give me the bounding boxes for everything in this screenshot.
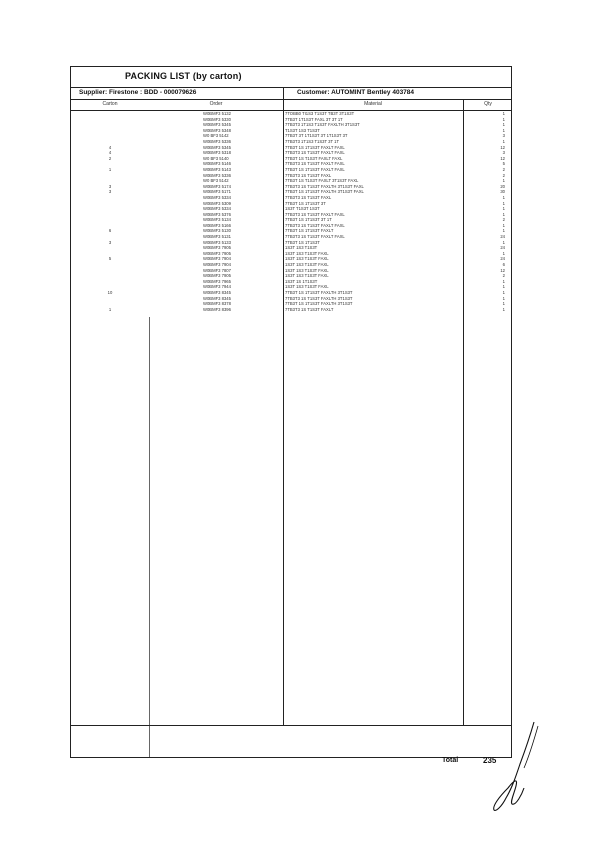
row-qty: 1 — [502, 116, 505, 122]
row-qty: 3 — [502, 150, 505, 156]
row-qty: 3 — [502, 133, 505, 139]
customer-label: Customer: AUTOMINT Bentley 403784 — [297, 89, 415, 96]
row-material: 7TOBB0 TI1S3 T1S3T TB3T 3T1S3T — [285, 111, 355, 116]
row-material: 1S3T T1S3T 1S3T — [285, 206, 320, 212]
row-order: W0BMF3 5334 — [203, 194, 231, 200]
total-value: 235 — [483, 756, 497, 765]
column-header-qty: Qty — [484, 101, 492, 107]
row-order: W0BMF3 7965 — [203, 278, 231, 284]
row-qty: 1 — [502, 278, 505, 284]
table-header — [71, 99, 511, 111]
row-order: W0BMF3 8396 — [203, 306, 231, 312]
row-order: W0BMF3 5345 — [203, 144, 231, 150]
column-header-order: Order — [209, 101, 223, 107]
row-carton: 3 — [108, 189, 112, 195]
row-carton: 1 — [108, 306, 112, 312]
row-qty: 1 — [502, 111, 505, 116]
table-body — [71, 111, 511, 312]
row-material: 7TB3T3 1S T1S3T FAXLT FAXL — [285, 150, 345, 156]
row-order: W0BMF3 7904 — [203, 256, 231, 262]
row-material: 7TB3T 1S 1T1S3T FAXLTH 3T1S3T FAXL — [285, 189, 364, 195]
row-material: 7TB3T3 1S T1S3T FAXLT FAXL — [285, 161, 345, 167]
row-qty: 6 — [502, 262, 505, 268]
row-material: 1S3T 1S3 T1S3T FAXL — [285, 273, 329, 279]
row-qty: 1 — [502, 211, 505, 217]
party-divider — [283, 87, 284, 99]
row-qty: 1 — [502, 306, 505, 312]
row-material: T1S3T 1S3 T1S3T — [285, 127, 320, 133]
row-material: 7TB3T 1S 1T1S3T 3T — [285, 200, 326, 206]
row-order: W0BMF3 5330 — [203, 116, 231, 122]
row-order: W0BMF3 5130 — [203, 228, 231, 234]
row-material: 1S3T 1S 1T1S3T — [285, 278, 318, 284]
row-order: W0BMF3 8345 — [203, 295, 231, 301]
row-material: 1S3T 1S3 T1S3T FAXL — [285, 256, 329, 262]
row-qty: 1 — [502, 295, 505, 301]
row-carton: 3 — [108, 183, 112, 189]
row-carton: 6 — [108, 228, 112, 234]
row-qty: 12 — [500, 144, 505, 150]
row-carton: 3 — [108, 239, 112, 245]
row-material: 7TB3T 1S T1S3T FAXLT 3T1S3T FAXL — [285, 178, 359, 184]
document-title: PACKING LIST (by carton) — [125, 71, 242, 81]
row-material: 7TB3T3 1S T1S3T FAXLT FAXL — [285, 222, 345, 228]
row-order: W0BMF3 7807 — [203, 267, 231, 273]
row-qty: 5 — [502, 161, 505, 167]
row-order: W0BMF3 5336 — [203, 172, 231, 178]
packing-list-sheet — [70, 66, 512, 758]
row-qty: 1 — [502, 122, 505, 128]
row-carton: 4 — [108, 144, 112, 150]
row-material: 7TB3T 1S 1T1S3T FAXLT — [285, 228, 334, 234]
row-order: W0BMF3 5166 — [203, 222, 231, 228]
row-material: 1S3T 1S3 T1S3T FAXL — [285, 284, 329, 290]
row-material: 7TB3T3 1S T1S3T FAXL — [285, 172, 332, 178]
row-material: 7TB3T3 1S T1S3T FAXLTH 3T1S3T — [285, 295, 353, 301]
row-material: 7TB3T3 1T1S3 T1S3T 3T 1T — [285, 138, 339, 144]
row-material: 1S3T 1S3 T1S3T FAXL — [285, 262, 329, 268]
row-qty: 1 — [502, 250, 505, 256]
row-material: 1S3T 1S3 T1S3T — [285, 245, 318, 251]
row-material: 7TB3T 1S 1T1S3T — [285, 239, 320, 245]
row-material: 7TB3T 1S 1T1S3T 3T 1T — [285, 217, 332, 223]
row-order: W0BMF3 8345 — [203, 290, 231, 295]
row-order: W0BMF3 5174 — [203, 183, 231, 189]
row-material: 7TB3T 1S 1T1S3T FAXLTH 3T1S3T — [285, 301, 353, 307]
row-carton: 10 — [107, 290, 113, 295]
row-material: 7TB3T3 1S T1S3T FAXL — [285, 194, 332, 200]
row-order: W0BMF3 5348 — [203, 127, 231, 133]
row-material: 7TB3T3 1S T1S3T FAXLT FAXL — [285, 211, 345, 217]
row-order: W0BMF3 5318 — [203, 150, 231, 156]
row-order: W0 BF3 5140 — [203, 155, 229, 161]
row-qty: 1 — [502, 206, 505, 212]
table-row — [71, 307, 511, 313]
row-order: W0BMF3 5143 — [203, 166, 231, 172]
row-order: W0BMF3 7905 — [203, 250, 231, 256]
row-qty: 1 — [502, 138, 505, 144]
row-order: W0BMF3 5134 — [203, 217, 231, 223]
row-order: W0BMF3 7944 — [203, 284, 231, 290]
row-material: 1S3T 1S3 T1S3T FAXL — [285, 250, 329, 256]
row-qty: 1 — [502, 290, 505, 295]
row-order: W0BMF3 5133 — [203, 239, 231, 245]
column-header-carton: Carton — [102, 101, 118, 107]
row-order: W0BMF3 8378 — [203, 301, 231, 307]
row-material: 7TB3T 1S T1S3T FAXLT FAXL — [285, 155, 343, 161]
row-qty: 1 — [502, 228, 505, 234]
row-order: W0 BF3 5142 — [203, 133, 229, 139]
row-order: W0BMF3 5132 — [203, 111, 231, 116]
row-order: W0BMF3 5345 — [203, 122, 231, 128]
row-material: 7TB3T3 1S T1S3T FAXLTH 3T1S3T FAXL — [285, 183, 364, 189]
row-material: 7TB3T3 1S T1S3T FAXLT FAXL — [285, 234, 345, 240]
handwritten-signature — [486, 718, 556, 818]
row-carton: 5 — [108, 256, 112, 262]
row-order: W0BMF3 5309 — [203, 200, 231, 206]
row-qty: 1 — [502, 284, 505, 290]
total-label: Total — [442, 757, 459, 764]
row-order: W0BMF3 7905 — [203, 273, 231, 279]
row-qty: 2 — [502, 166, 505, 172]
row-material: 7TB3T 3T 1T1S3T 3T 1T1S3T 3T — [285, 133, 348, 139]
row-material: 7TB3T 1S 1T1S3T FAXLT FAXL — [285, 144, 345, 150]
row-material: 1S3T 1S3 T1S3T FAXL — [285, 267, 329, 273]
row-material: 7TB3T3 1S T1S3T FAXLT — [285, 306, 334, 312]
row-qty: 24 — [500, 245, 505, 251]
row-qty: 12 — [500, 267, 505, 273]
row-qty: 1 — [502, 301, 505, 307]
row-material: 7TB3T3 1T1S3 T1S3T FAXLTH 3T1S3T — [285, 122, 360, 128]
row-qty: 24 — [500, 256, 505, 262]
column-header-material: Material — [364, 101, 382, 107]
row-qty: 2 — [502, 217, 505, 223]
row-carton: 4 — [108, 150, 112, 156]
row-order: W0BMF3 5146 — [203, 161, 231, 167]
table-bottom-rule — [71, 725, 511, 726]
row-carton: 1 — [108, 166, 112, 172]
row-qty: 30 — [500, 189, 505, 195]
title-row — [71, 67, 511, 88]
row-qty: 1 — [502, 127, 505, 133]
supplier-label: Supplier: Firestone : BDD - 000079626 — [79, 89, 197, 96]
row-qty: 1 — [502, 178, 505, 184]
row-order: W0 BF3 5142 — [203, 178, 229, 184]
row-qty: 1 — [502, 200, 505, 206]
row-material: 7TB3T 1S 1T1S3T FAXLTH 3T1S3T — [285, 290, 353, 295]
row-qty: 20 — [500, 183, 505, 189]
row-qty: 2 — [502, 172, 505, 178]
row-order: W0BMF3 5131 — [203, 234, 231, 240]
row-material: 7TB3T 1S 1T1S3T FAXLT FAXL — [285, 166, 345, 172]
row-order: W0BMF3 7905 — [203, 245, 231, 251]
faint-divider — [149, 317, 150, 757]
row-order: W0BMF3 5171 — [203, 189, 231, 195]
row-material: 7TB3T 1T1S3T FAXL 3T 3T 1T — [285, 116, 343, 122]
row-qty: 1 — [502, 194, 505, 200]
row-qty: 1 — [502, 222, 505, 228]
row-qty: 24 — [500, 234, 505, 240]
row-order: W0BMF3 5376 — [203, 211, 231, 217]
row-carton: 2 — [108, 155, 112, 161]
row-order: W0BMF3 5336 — [203, 138, 231, 144]
row-order: W0BMF3 5334 — [203, 206, 231, 212]
row-order: W0BMF3 7904 — [203, 262, 231, 268]
row-qty: 12 — [500, 155, 505, 161]
row-qty: 2 — [502, 273, 505, 279]
row-qty: 1 — [502, 239, 505, 245]
